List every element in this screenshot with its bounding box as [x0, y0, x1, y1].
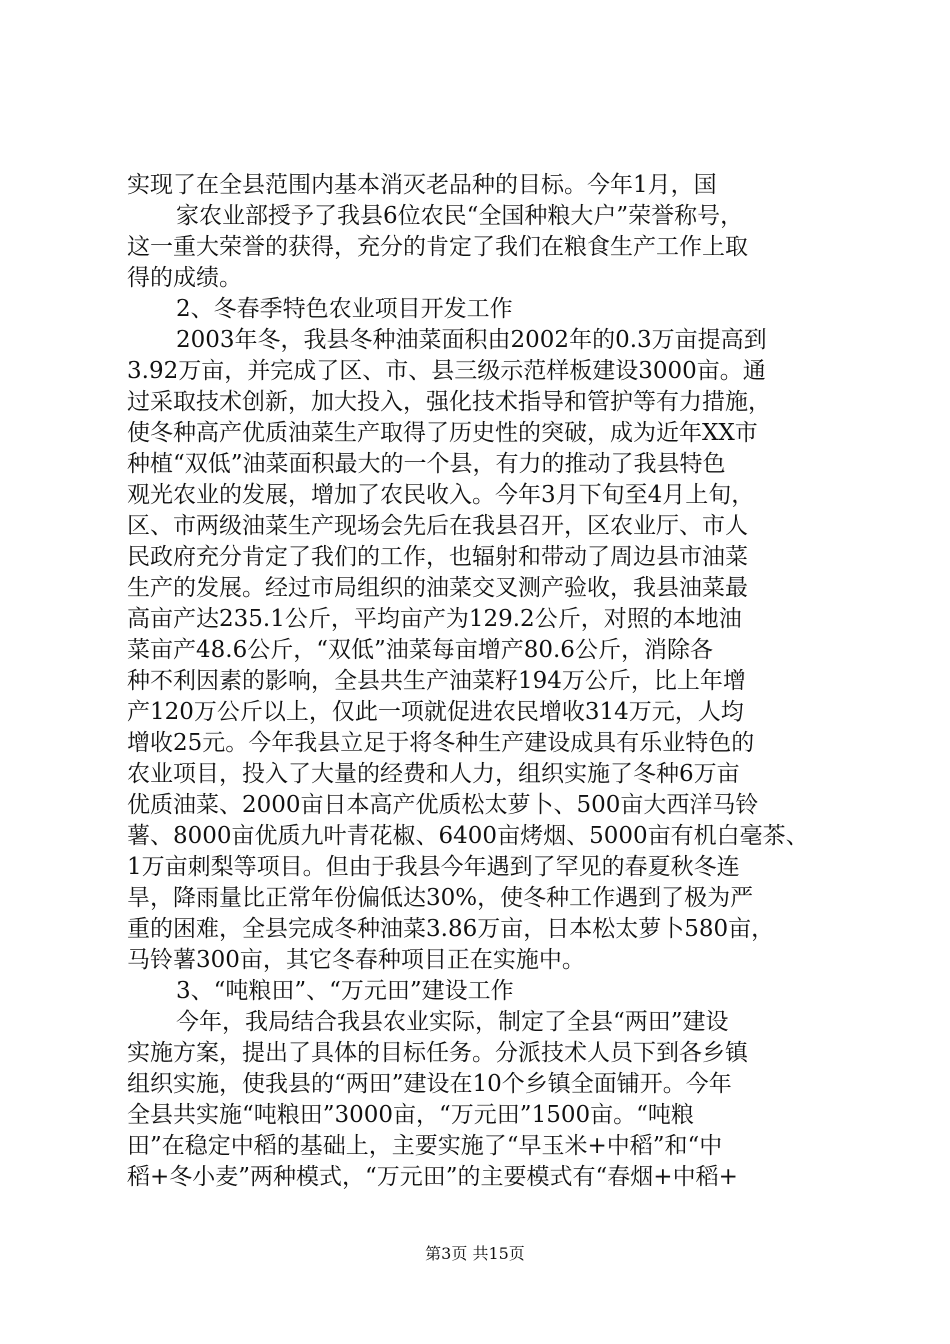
text-line: 3.92万亩，并完成了区、市、县三级示范样板建设3000亩。通	[127, 358, 766, 384]
text-line: 使冬种高产优质油菜生产取得了历史性的突破，成为近年XX市	[127, 420, 758, 446]
text-line: 今年，我局结合我县农业实际，制定了全县“两田”建设	[176, 1009, 729, 1035]
text-line: 田”在稳定中稻的基础上，主要实施了“早玉米+中稻”和“中	[127, 1133, 723, 1159]
text-line: 种植“双低”油菜面积最大的一个县，有力的推动了我县特色	[127, 451, 726, 477]
text-line: 薯、8000亩优质九叶青花椒、6400亩烤烟、5000亩有机白毫茶、	[127, 823, 809, 849]
text-line: 种不利因素的影响，全县共生产油菜籽194万公斤，比上年增	[127, 668, 746, 694]
text-line: 实施方案，提出了具体的目标任务。分派技术人员下到各乡镇	[127, 1040, 748, 1066]
text-line: 农业项目，投入了大量的经费和人力，组织实施了冬种6万亩	[127, 761, 740, 787]
text-line: 1万亩刺梨等项目。但由于我县今年遇到了罕见的春夏秋冬连	[127, 854, 740, 880]
text-line: 家农业部授予了我县6位农民“全国种粮大户”荣誉称号，	[176, 203, 744, 229]
text-line: 优质油菜、2000亩日本高产优质松太萝卜、500亩大西洋马铃	[127, 792, 759, 818]
text-line: 2003年冬，我县冬种油菜面积由2002年的0.3万亩提高到	[176, 327, 767, 353]
text-line: 得的成绩。	[127, 265, 242, 291]
text-line: 实现了在全县范围内基本消灭老品种的目标。今年1月，国	[127, 172, 717, 198]
text-line: 稻+冬小麦”两种模式，“万元田”的主要模式有“春烟+中稻+	[127, 1164, 738, 1190]
text-line: 过采取技术创新，加大投入，强化技术指导和管护等有力措施，	[127, 389, 771, 415]
text-line: 旱，降雨量比正常年份偏低达30%，使冬种工作遇到了极为严	[127, 885, 754, 911]
text-line: 组织实施，使我县的“两田”建设在10个乡镇全面铺开。今年	[127, 1071, 732, 1097]
text-line: 观光农业的发展，增加了农民收入。今年3月下旬至4月上旬，	[127, 482, 755, 508]
text-line: 增收25元。今年我县立足于将冬种生产建设成具有乐业特色的	[127, 730, 755, 756]
text-line: 民政府充分肯定了我们的工作，也辐射和带动了周边县市油菜	[127, 544, 748, 570]
text-line: 区、市两级油菜生产现场会先后在我县召开，区农业厅、市人	[127, 513, 748, 539]
section-heading: 2、冬春季特色农业项目开发工作	[176, 296, 513, 322]
body-text	[127, 170, 827, 1193]
text-line: 高亩产达235.1公斤，平均亩产为129.2公斤，对照的本地油	[127, 606, 742, 632]
text-line: 全县共实施“吨粮田”3000亩，“万元田”1500亩。“吨粮	[127, 1102, 694, 1128]
text-line: 生产的发展。经过市局组织的油菜交叉测产验收，我县油菜最	[127, 575, 748, 601]
text-line: 产120万公斤以上，仅此一项就促进农民增收314万元，人均	[127, 699, 744, 725]
section-heading: 3、“吨粮田”、“万元田”建设工作	[176, 978, 514, 1004]
text-line: 重的困难，全县完成冬种油菜3.86万亩，日本松太萝卜580亩，	[127, 916, 775, 942]
text-line: 菜亩产48.6公斤，“双低”油菜每亩增产80.6公斤，消除各	[127, 637, 713, 663]
text-line: 这一重大荣誉的获得，充分的肯定了我们在粮食生产工作上取	[127, 234, 748, 260]
text-line: 马铃薯300亩，其它冬春种项目正在实施中。	[127, 947, 585, 973]
page-number-footer: 第3页 共15页	[425, 1244, 525, 1263]
